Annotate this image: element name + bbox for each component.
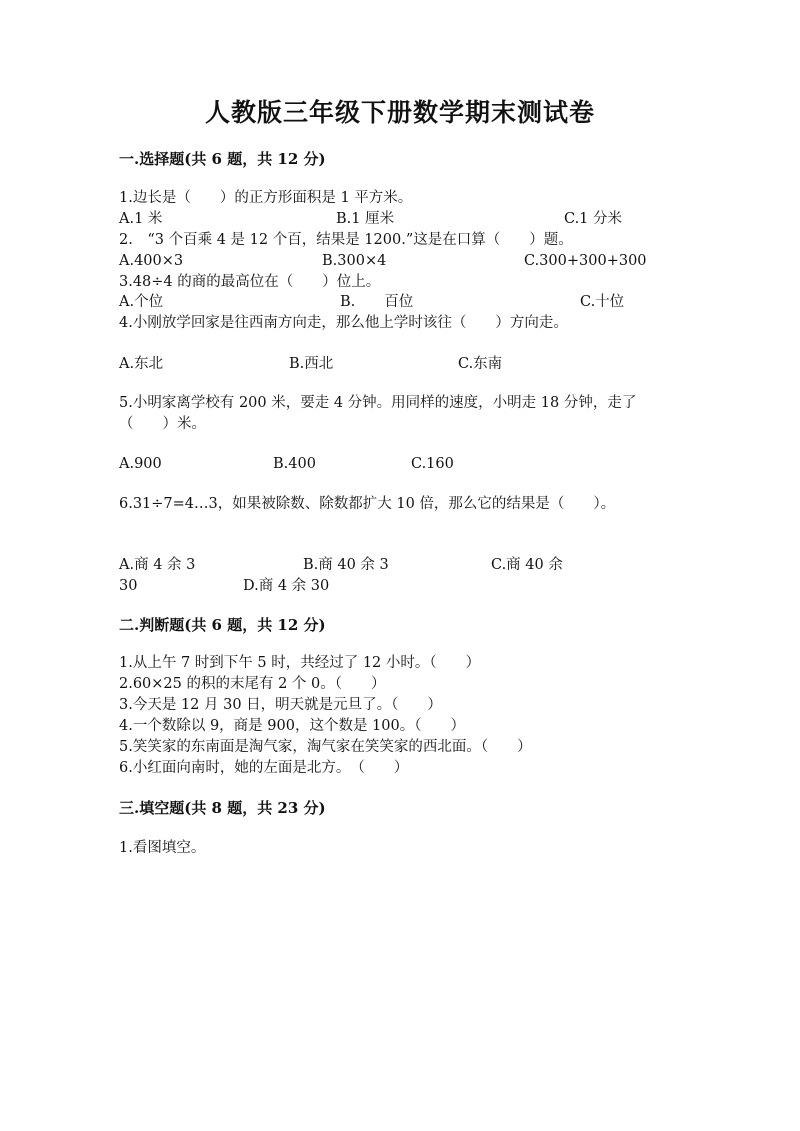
judgment-item: 3.今天是 12 月 30 日，明天就是元旦了。（ ） — [119, 697, 442, 713]
q2-option-c: C.300+300+300 — [524, 253, 647, 269]
q6-option-c-continued: 30 — [119, 578, 138, 594]
q5-option-b: B.400 — [273, 456, 316, 472]
q4-option-c: C.东南 — [458, 356, 503, 372]
q1-option-c: C.1 分米 — [564, 211, 623, 227]
q6-option-d: D.商 4 余 30 — [243, 578, 330, 594]
section-heading-choice: 一.选择题(共 6 题，共 12 分) — [119, 150, 326, 168]
judgment-item: 2.60×25 的积的末尾有 2 个 0。（ ） — [119, 676, 386, 692]
q5-option-c: C.160 — [411, 456, 454, 472]
question-4-text: 4.小刚放学回家是往西南方向走，那么他上学时该往（ ）方向走。 — [119, 315, 568, 331]
question-6-text: 6.31÷7=4…3，如果被除数、除数都扩大 10 倍，那么它的结果是（ ）。 — [119, 496, 616, 512]
question-5-text-line2: （ ）米。 — [119, 416, 206, 432]
q2-option-a: A.400×3 — [119, 253, 184, 269]
q4-option-a: A.东北 — [119, 356, 164, 372]
q6-option-b: B.商 40 余 3 — [303, 557, 389, 573]
q6-option-c: C.商 40 余 — [491, 557, 563, 573]
q1-option-b: B.1 厘米 — [336, 211, 395, 227]
q6-option-a: A.商 4 余 3 — [119, 557, 196, 573]
q1-option-a: A.1 米 — [119, 211, 163, 227]
question-5-text-line1: 5.小明家离学校有 200 米，要走 4 分钟。用同样的速度，小明走 18 分钟，走了 — [119, 395, 637, 411]
section-heading-judgment: 二.判断题(共 6 题，共 12 分) — [119, 616, 326, 634]
page-title: 人教版三年级下册数学期末测试卷 — [204, 98, 595, 127]
q4-option-b: B.西北 — [289, 356, 334, 372]
fill-in-question-1: 1.看图填空。 — [119, 840, 206, 856]
question-2-text: 2. “3 个百乘 4 是 12 个百，结果是 1200.”这是在口算（ ）题。 — [119, 232, 573, 248]
judgment-item: 4.一个数除以 9，商是 900，这个数是 100。（ ） — [119, 718, 465, 734]
judgment-item: 6.小红面向南时，她的左面是北方。 （ ） — [119, 760, 409, 776]
q5-option-a: A.900 — [119, 456, 162, 472]
q3-option-b: B. 百位 — [340, 294, 414, 310]
q3-option-c: C.十位 — [580, 294, 625, 310]
section-heading-fill-in: 三.填空题(共 8 题，共 23 分) — [119, 799, 326, 817]
question-1-text: 1.边长是（ ）的正方形面积是 1 平方米。 — [119, 190, 413, 206]
q3-option-a: A.个位 — [119, 294, 164, 310]
q2-option-b: B.300×4 — [322, 253, 387, 269]
question-3-text: 3.48÷4 的商的最高位在（ ）位上。 — [119, 274, 381, 290]
judgment-item: 1.从上午 7 时到下午 5 时，共经过了 12 小时。（ ） — [119, 655, 481, 671]
judgment-item: 5.笑笑家的东南面是淘气家，淘气家在笑笑家的西北面。（ ） — [119, 739, 532, 755]
